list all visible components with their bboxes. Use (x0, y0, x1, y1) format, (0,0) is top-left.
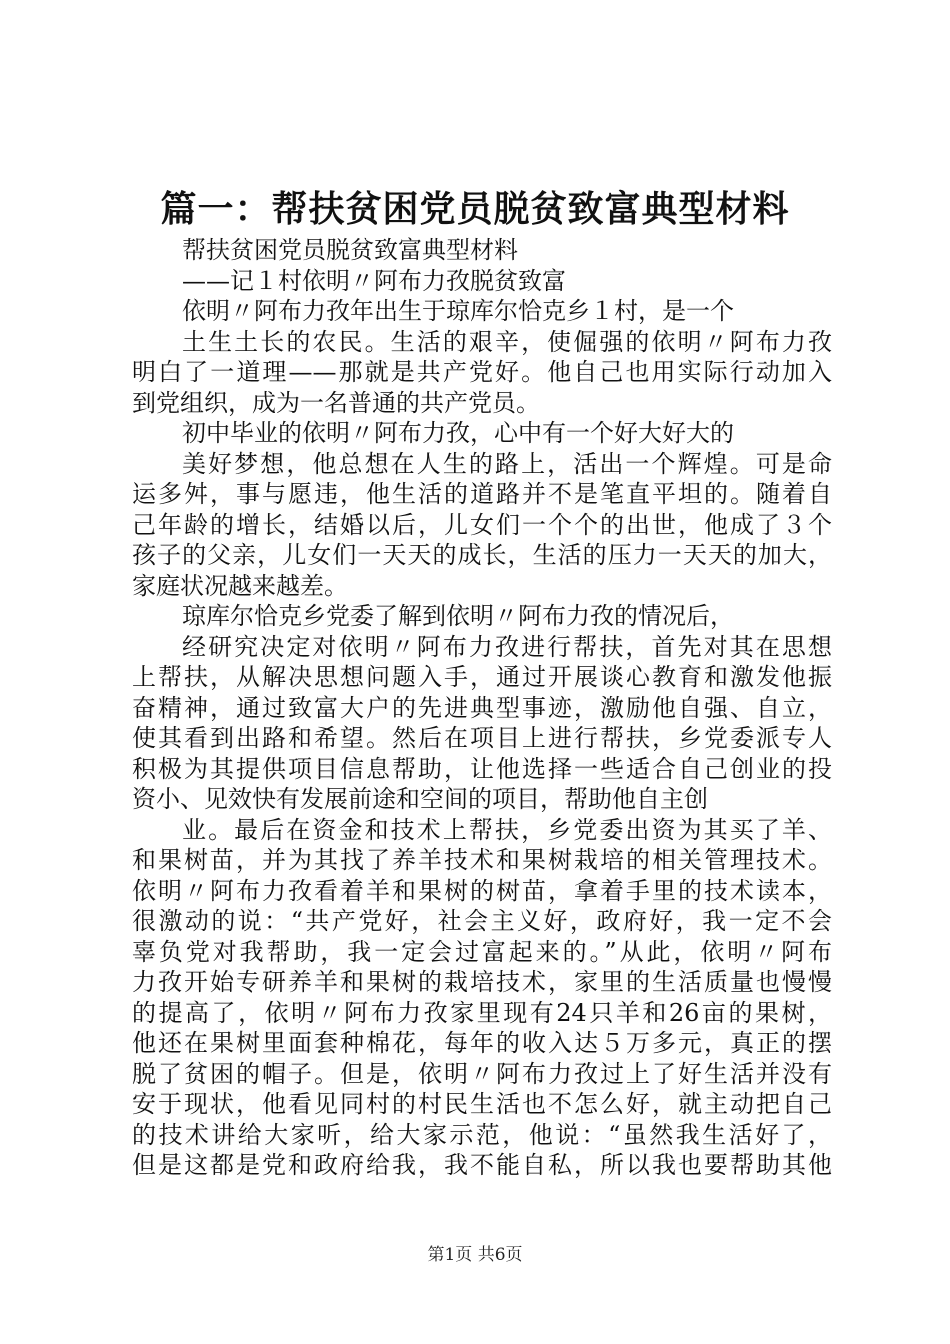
body-line: 资小、见效快有发展前途和空间的项目，帮助他自主创 (132, 785, 708, 813)
subtitle-line: 帮扶贫困党员脱贫致富典型材料 (182, 236, 518, 264)
body-line: 依明〃阿布力孜年出生于琼库尔恰克乡１村，是一个 (182, 297, 734, 325)
body-line: 己年龄的增长，结婚以后，儿女们一个个的出世，他成了３个 (132, 510, 832, 539)
page-indicator: 第1页 共6页 (427, 1245, 523, 1265)
body-line: 力孜开始专研养羊和果树的栽培技术，家里的生活质量也慢慢 (132, 968, 832, 996)
body-line: 孩子的父亲，儿女们一天天的成长，生活的压力一天天的加大， (132, 541, 832, 569)
body-line: 经研究决定对依明〃阿布力孜进行帮扶，首先对其在思想 (182, 632, 832, 661)
body-line: 土生土长的农民。生活的艰辛，使倔强的依明〃阿布力孜 (182, 327, 832, 356)
body-line: 使其看到出路和希望。然后在项目上进行帮扶，乡党委派专人 (132, 724, 832, 752)
body-line: 家庭状况越来越差。 (132, 571, 348, 600)
body-line: 但是这都是党和政府给我，我不能自私，所以我也要帮助其他 (132, 1151, 832, 1179)
body-line: 运多舛，事与愿违，他生活的道路并不是笔直平坦的。随着自 (132, 480, 832, 508)
body-line: 依明〃阿布力孜看着羊和果树的树苗，拿着手里的技术读本， (132, 876, 832, 905)
body-line: 到党组织，成为一名普通的共产党员。 (132, 388, 540, 417)
body-line: 辜负党对我帮助，我一定会过富起来的。”从此，依明〃阿布 (132, 937, 832, 966)
body-line: 他还在果树里面套种棉花，每年的收入达５万多元，真正的摆 (132, 1029, 832, 1057)
body-line: 明白了一道理——那就是共产党好。他自己也用实际行动加入 (132, 358, 832, 386)
body-line: 的技术讲给大家听，给大家示范，他说：“虽然我生活好了， (132, 1120, 832, 1149)
document-body (132, 235, 832, 1181)
document-title: 篇一：帮扶贫困党员脱贫致富典型材料 (160, 188, 790, 230)
body-line: 积极为其提供项目信息帮助，让他选择一些适合自己创业的投 (132, 754, 832, 783)
body-line: 很激动的说：“共产党好，社会主义好，政府好，我一定不会 (132, 907, 832, 935)
body-line: 奋精神，通过致富大户的先进典型事迹，激励他自强、自立， (132, 693, 832, 722)
body-line: 安于现状，他看见同村的村民生活也不怎么好，就主动把自己 (132, 1090, 832, 1118)
body-line: 和果树苗，并为其找了养羊技术和果树栽培的相关管理技术。 (132, 846, 832, 874)
body-line: 上帮扶，从解决思想问题入手，通过开展谈心教育和激发他振 (132, 663, 832, 691)
body-line: 琼库尔恰克乡党委了解到依明〃阿布力孜的情况后， (182, 602, 734, 630)
body-line: 业。最后在资金和技术上帮扶，乡党委出资为其买了羊、 (182, 815, 832, 844)
body-line: 脱了贫困的帽子。但是，依明〃阿布力孜过上了好生活并没有 (132, 1059, 832, 1088)
body-line: 的提高了，依明〃阿布力孜家里现有24只羊和26亩的果树， (132, 998, 832, 1027)
body-line: 初中毕业的依明〃阿布力孜，心中有一个好大好大的 (182, 419, 734, 447)
body-line: 美好梦想，他总想在人生的路上，活出一个辉煌。可是命 (182, 449, 832, 478)
subtitle-byline: ——记１村依明〃阿布力孜脱贫致富 (182, 266, 566, 295)
